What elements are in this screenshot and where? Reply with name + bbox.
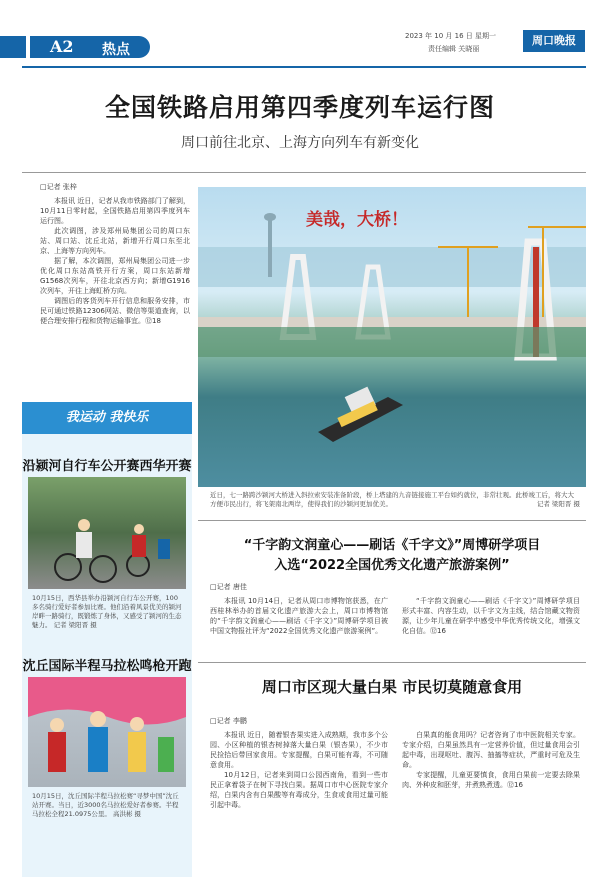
sidebar-banner: 我运动 我快乐 — [22, 402, 192, 434]
bridge-photo — [198, 187, 586, 487]
article3-top-rule — [198, 662, 586, 663]
section-tab — [30, 36, 150, 58]
article2-paragraph: “千字韵文润童心——刷话《千字文》”周博研学项目形式丰富、内容生动，以千字文为主线，结合馆藏文物资源，让少年儿童在研学中感受中华优秀传统文化，增强文化自信。⑫16 — [402, 597, 580, 635]
marathon-photo — [28, 677, 186, 787]
header-rule — [22, 66, 586, 68]
sidebar-story1-title: 沿颍河自行车公开赛西华开赛 — [22, 459, 192, 474]
bridge-illustration — [198, 187, 586, 487]
photo-overlay-title: 美哉，大桥！ — [306, 210, 408, 230]
story1-credit: 记者 梁阳晋 摄 — [53, 621, 97, 629]
lead-paragraph: 本报讯 近日，记者从我市铁路部门了解到，10月11日零时起，全国铁路启用第四季度列车运行图。 — [40, 197, 190, 225]
lead-paragraph: 此次调图，涉及郑州局集团公司的周口东站、周口站、沈丘北站，新增开行周口东至北京、上海等方向列车。 — [40, 227, 190, 255]
date-line: 2023 年 10 月 16 日 星期一 — [405, 32, 496, 40]
article3-title: 周口市区现大量白果 市民切莫随意食用 — [261, 678, 523, 696]
article3-paragraph: 本报讯 近日，随着银杏果实进入成熟期，我市多个公园、小区种植的银杏树掉落大量白果（银杏果），不少市民捡拾后带回家食用。专家提醒，白果可能有毒，不可随意食用。 — [210, 731, 388, 769]
sidebar-story2-title: 沈丘国际半程马拉松鸣枪开跑 — [22, 659, 192, 674]
photo-credit: 记者 梁阳晋 摄 — [536, 500, 580, 508]
article2-paragraph: 本报讯 10月14日，记者从周口市博物馆获悉，在广西桂林举办的首届文化遗产旅游大会上，周口市博物馆的“千字韵文润童心——刷话《千字文》”周博研学项目被中国文物报社评为“2022全国优秀文化遗产旅游案例”。 — [210, 597, 388, 635]
article2-byline: □记者 唐佳 — [210, 583, 247, 591]
marathon-illustration — [28, 677, 186, 787]
newspaper-logo: 周口晚报 — [523, 30, 585, 52]
article2-title-line1: “千字韵文润童心——刷话《千字文》”周博研学项目 — [243, 538, 541, 553]
section-name: 热点 — [102, 42, 130, 58]
cycling-illustration — [28, 477, 186, 589]
header-left-bar — [0, 36, 26, 58]
article3-paragraph: 专家提醒，儿童更要慎食，食用白果前一定要去除果肉、外种皮和胚芽，并煮熟煮透。⑫16 — [402, 771, 580, 789]
lead-byline: □记者 张梓 — [40, 183, 77, 191]
article3-paragraph: 10月12日，记者来到周口公园西南角，看到一些市民正拿着袋子在树下寻找白果。据周口市中心医院专家介绍，白果内含有白果酸等有毒成分，生食或食用过量可能引起中毒。 — [210, 771, 388, 809]
lead-body — [40, 196, 190, 326]
article3-paragraph: 白果真的能食用吗？记者咨询了市中医院相关专家。专家介绍，白果虽然具有一定营养价值，但过量食用会引起中毒，出现呕吐、腹泻、抽搐等症状，严重时可危及生命。 — [402, 731, 580, 769]
article3-body — [210, 730, 580, 878]
article2-top-rule — [198, 520, 586, 521]
lead-headline: 全国铁路启用第四季度列车运行图 — [104, 93, 495, 122]
lead-paragraph: 据了解，本次调图，郑州局集团公司进一步优化周口东站高铁开行方案，周口东站新增G1568次列车，开往北京西方向；新增G1916次列车，开往上海虹桥方向。 — [40, 257, 190, 295]
article2-body — [210, 596, 580, 656]
lead-paragraph: 调图后的客货列车开行信息和服务安排，市民可通过铁路12306网站、微信等渠道查询，以便合理安排行程和货物运输事宜。⑫18 — [40, 297, 190, 325]
photo-caption — [210, 491, 580, 509]
editor-line: 责任编辑 关晓丽 — [428, 45, 480, 53]
photo-caption-text: 近日，七一路跨沙颍河大桥进入斜拉索安装准备阶段，桥上塔建的九音链接施工平台如约就位，非常壮观。此桥竣工后，将大大方便市民出行，将飞架南北两岸，使得我们的沙颍河更加优美。 — [210, 491, 574, 508]
page-number: A2 — [50, 37, 74, 56]
cycling-photo — [28, 477, 186, 589]
story2-credit: 高洪彬 摄 — [112, 810, 142, 818]
story1-caption-text: 10月15日，西华县举办沿颍河自行车公开赛，100多名骑行爱好者参加比赛。他们沿着风景优美的颍河岸畔一路骑行，既锻炼了身体，又感受了颍河的生态魅力。 — [32, 594, 182, 629]
sidebar-story2-caption — [32, 792, 184, 819]
story2-caption-text: 10月15日，沈丘国际半程马拉松赛“寻梦中国”沈丘站开赛。当日，近3000名马拉松爱好者参赛。半程马拉松全程21.0975公里。 — [32, 792, 179, 818]
lead-subhead: 周口前往北京、上海方向列车有新变化 — [181, 135, 419, 151]
article2-title-line2: 入选“2022全国优秀文化遗产旅游案例” — [274, 558, 510, 573]
headline-rule — [22, 172, 586, 173]
article3-byline: □记者 李鹏 — [210, 717, 247, 725]
sidebar-story1-caption — [32, 594, 184, 630]
